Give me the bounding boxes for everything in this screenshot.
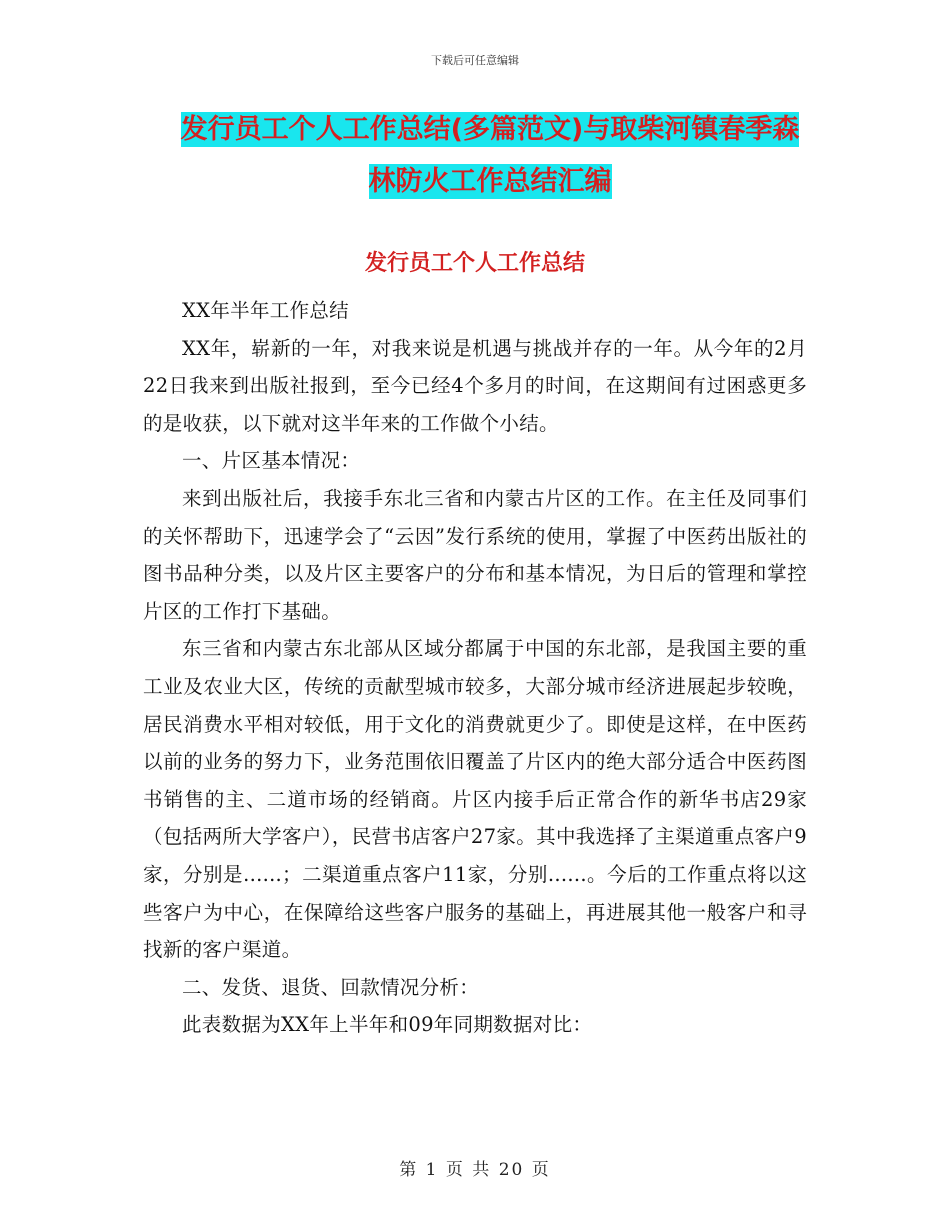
header-note: 下载后可任意编辑 (431, 54, 519, 67)
paragraph: XX年，崭新的一年，对我来说是机遇与挑战并存的一年。从今年的2月22日我来到出版社报到，至今已经4个多月的时间，在这期间有过困惑更多的是收获，以下就对这半年来的工作做个小结。 (143, 336, 807, 435)
paragraph: 此表数据为XX年上半年和09年同期数据对比： (182, 1013, 593, 1037)
document-title-line-1: 发行员工个人工作总结(多篇范文)与取柴河镇春季森 (180, 114, 800, 145)
paragraph: 一、片区基本情况： (182, 449, 361, 473)
paragraph: 东三省和内蒙古东北部从区域分都属于中国的东北部，是我国主要的重工业及农业大区，传统的贡献型城市较多，大部分城市经济进展起步较晚，居民消费水平相对较低，用于文化的消费就更少了。即使是这样，在中医药以前的业务的努力下，业务范围依旧覆盖了片区内的绝大部分适合中医药图书销售的主、二道市场的经销商。片区内接手后正常合作的新华书店29家（包括两所大学客户），民营书店客户27家。其中我选择了主渠道重点客户9家，分别是......；二渠道重点客户11家，分别......。今后的工作重点将以这些客户为中心，在保障给这些客户服务的基础上，再进展其他一般客户和寻找新的客户渠道。 (143, 637, 807, 962)
page-footer: 第 1 页 共 20 页 (399, 1160, 551, 1180)
paragraph: XX年半年工作总结 (182, 299, 349, 322)
paragraph: 二、发货、退货、回款情况分析： (182, 975, 480, 999)
paragraph: 来到出版社后，我接手东北三省和内蒙古片区的工作。在主任及同事们的关怀帮助下，迅速学会了“云因”发行系统的使用，掌握了中医药出版社的图书品种分类，以及片区主要客户的分布和基本情况，为日后的管理和掌控片区的工作打下基础。 (143, 486, 807, 623)
section-title: 发行员工个人工作总结 (364, 251, 585, 276)
document-title (140, 104, 840, 208)
document-title-line-2: 林防火工作总结汇编 (368, 166, 612, 197)
body-text (143, 292, 807, 1044)
